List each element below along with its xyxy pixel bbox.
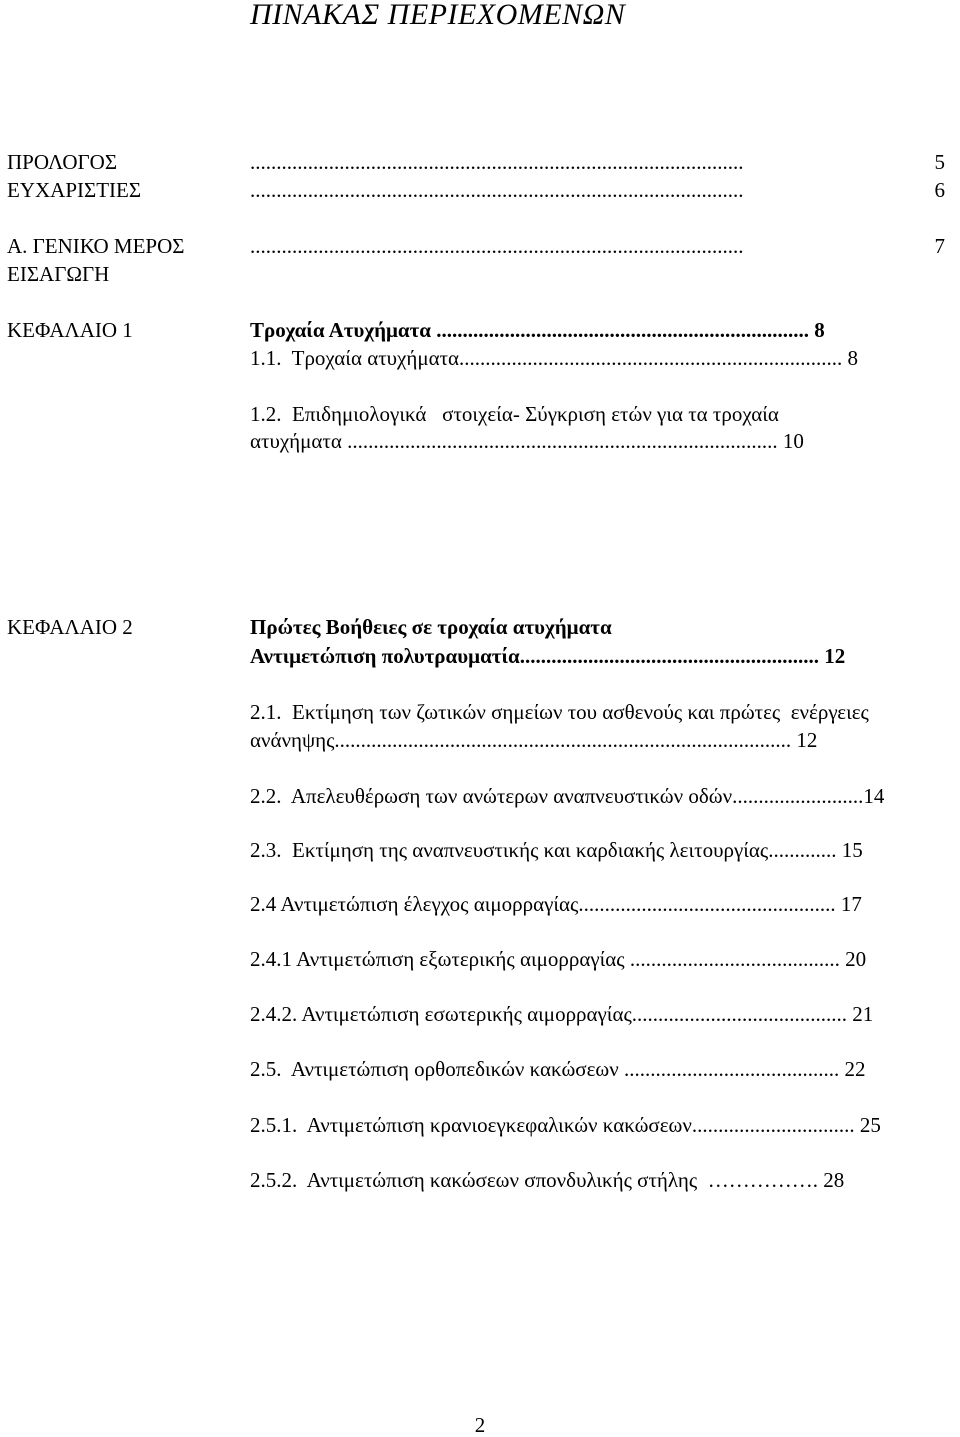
toc-leader-acknowledgements: .............................................................................................. — [250, 180, 744, 201]
toc-label-introduction: ΕΙΣΑΓΩΓΗ — [7, 262, 110, 286]
toc-label-general-part: Α. ΓΕΝΙΚΟ ΜΕΡΟΣ — [7, 234, 185, 258]
page-title: ΠΙΝΑΚΑΣ ΠΕΡΙΕΧΟΜΕΝΩΝ — [250, 0, 626, 31]
toc-page-prologue: 5 — [934, 150, 945, 174]
toc-leader-general-part: .............................................................................................. — [250, 236, 744, 257]
toc-entry-2-5-2: 2.5.2. Αντιμετώπιση κακώσεων σπονδυλικής στήλης ……………. 28 — [250, 1168, 845, 1192]
toc-entry-2-4-2: 2.4.2. Αντιμετώπιση εσωτερικής αιμορραγίας......................................... 21 — [250, 1002, 874, 1026]
toc-entry-2-1-continued: ανάνηψης....................................................................................... 12 — [250, 728, 818, 752]
toc-label-prologue: ΠΡΟΛΟΓΟΣ — [7, 150, 118, 174]
toc-entry-2-2: 2.2. Απελευθέρωση των ανώτερων αναπνευστικών οδών.........................14 — [250, 784, 885, 808]
toc-entry-1-2: 1.2. Επιδημιολογικά στοιχεία- Σύγκριση ετών για τα τροχαία — [250, 402, 779, 426]
toc-label-acknowledgements: ΕΥΧΑΡΙΣΤΙΕΣ — [7, 178, 142, 202]
chapter-1-heading: Τροχαία Ατυχήματα ....................................................................... 8 — [250, 318, 825, 342]
chapter-2-heading: Πρώτες Βοήθειες σε τροχαία ατυχήματα — [250, 615, 612, 639]
toc-page-general-part: 7 — [934, 234, 945, 258]
toc-entry-1-1: 1.1. Τροχαία ατυχήματα......................................................................... 8 — [250, 346, 859, 370]
toc-entry-2-4: 2.4 Αντιμετώπιση έλεγχος αιμορραγίας................................................. 17 — [250, 892, 862, 916]
toc-entry-1-2-continued: ατυχήματα .................................................................................. 10 — [250, 429, 804, 453]
chapter-2-label: ΚΕΦΑΛΑΙΟ 2 — [7, 615, 133, 639]
toc-leader-prologue: .............................................................................................. — [250, 152, 744, 173]
toc-page-acknowledgements: 6 — [934, 178, 945, 202]
toc-entry-2-3: 2.3. Εκτίμηση της αναπνευστικής και καρδιακής λειτουργίας............. 15 — [250, 838, 863, 862]
toc-entry-2-5-1: 2.5.1. Αντιμετώπιση κρανιοεγκεφαλικών κακώσεων............................... 25 — [250, 1113, 881, 1137]
chapter-2-subheading: Αντιμετώπιση πολυτραυματία......................................................... 12 — [250, 644, 846, 668]
chapter-1-label: ΚΕΦΑΛΑΙΟ 1 — [7, 318, 133, 342]
toc-entry-2-5: 2.5. Αντιμετώπιση ορθοπεδικών κακώσεων ......................................... 22 — [250, 1057, 866, 1081]
page-number: 2 — [474, 1413, 486, 1437]
toc-entry-2-1: 2.1. Εκτίμηση των ζωτικών σημείων του ασθενούς και πρώτες ενέργειες — [250, 700, 869, 724]
toc-entry-2-4-1: 2.4.1 Αντιμετώπιση εξωτερικής αιμορραγίας ........................................ 20 — [250, 947, 867, 971]
